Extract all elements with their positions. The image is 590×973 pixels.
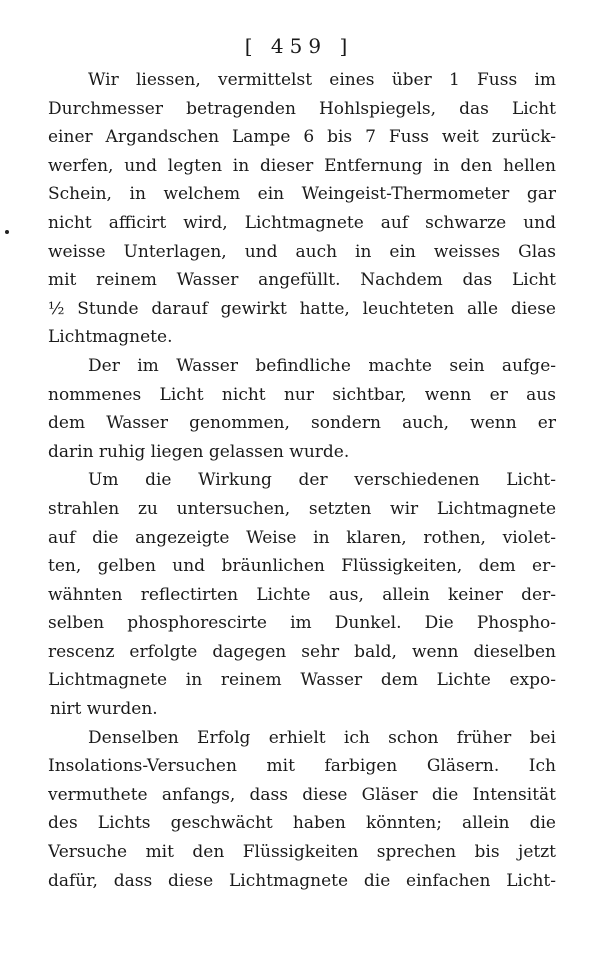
text-line: des Lichts geschwächt haben könnten; allein die: [48, 813, 556, 834]
text-line: nicht afficirt wird, Lichtmagnete auf schwarze und: [48, 212, 556, 233]
text-line: Lichtmagnete in reinem Wasser dem Lichte expo-: [48, 670, 556, 691]
text-line: Um die Wirkung der verschiedenen Licht-: [88, 470, 556, 491]
text-line: Insolations-Versuchen mit farbigen Gläsern. Ich: [48, 756, 556, 777]
text-line: wähnten reflectirten Lichte aus, allein keiner der-: [48, 584, 556, 605]
text-line: Durchmesser betragenden Hohlspiegels, das Licht: [48, 98, 556, 119]
text-line: auf die angezeigte Weise in klaren, rothen, violet-: [48, 527, 556, 548]
margin-dot: [5, 230, 9, 234]
text-line: dafür, dass diese Lichtmagnete die einfachen Licht-: [48, 870, 556, 891]
text-line: Versuche mit den Flüssigkeiten sprechen bis jetzt: [48, 842, 556, 863]
text-line: rescenz erfolgte dagegen sehr bald, wenn dieselben: [48, 641, 556, 662]
page-number-header: [ 459 ]: [244, 34, 354, 58]
text-line: dem Wasser genommen, sondern auch, wenn er: [48, 413, 556, 434]
text-line: Der im Wasser befindliche machte sein aufge-: [88, 355, 556, 376]
text-line: weisse Unterlagen, und auch in ein weisses Glas: [48, 241, 556, 262]
text-line: Schein, in welchem ein Weingeist-Thermometer gar: [48, 184, 556, 205]
text-line: Lichtmagnete.: [48, 327, 173, 348]
text-line: nirt wurden.: [50, 699, 158, 720]
text-line: mit reinem Wasser angefüllt. Nachdem das Licht: [48, 270, 556, 291]
page-body: [48, 66, 556, 895]
text-line: Denselben Erfolg erhielt ich schon früher bei: [88, 727, 556, 748]
text-line: werfen, und legten in dieser Entfernung in den hellen: [48, 155, 556, 176]
text-line: einer Argandschen Lampe 6 bis 7 Fuss weit zurück-: [48, 127, 556, 148]
text-line: darin ruhig liegen gelassen wurde.: [48, 441, 350, 462]
text-line: strahlen zu untersuchen, setzten wir Lichtmagnete: [48, 498, 556, 519]
text-line: nommenes Licht nicht nur sichtbar, wenn er aus: [48, 384, 556, 405]
text-line: vermuthete anfangs, dass diese Gläser die Intensität: [48, 784, 556, 805]
text-line: selben phosphorescirte im Dunkel. Die Phospho-: [48, 613, 556, 634]
text-line: ten, gelben und bräunlichen Flüssigkeiten, dem er-: [48, 556, 556, 577]
text-line: Wir liessen, vermittelst eines über 1 Fuss im: [88, 70, 556, 90]
text-line: ½ Stunde darauf gewirkt hatte, leuchteten alle diese: [48, 298, 556, 319]
